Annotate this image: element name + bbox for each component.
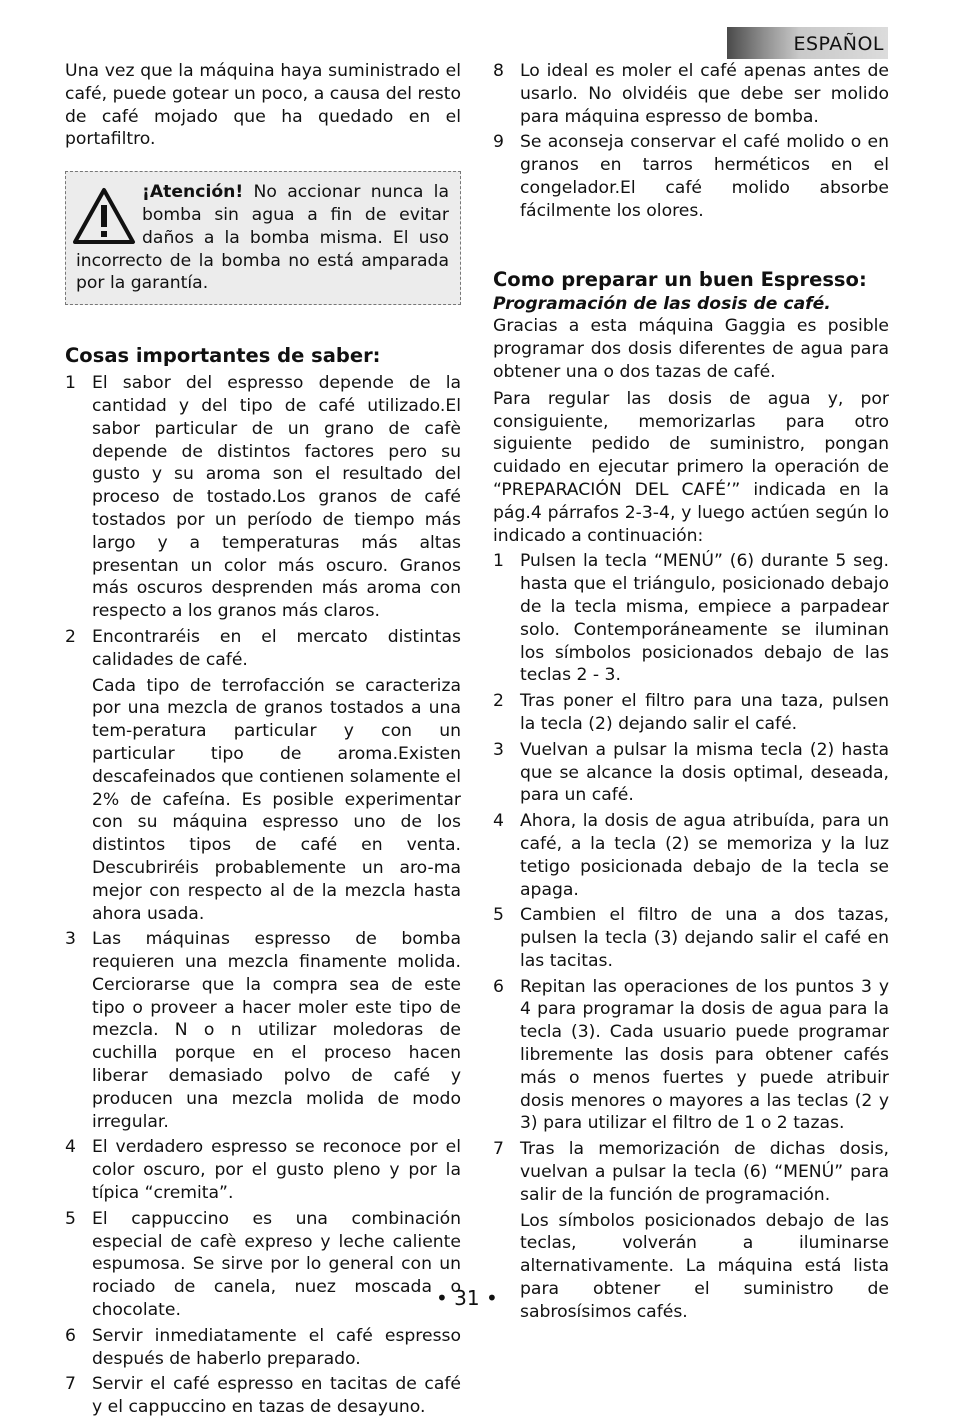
section-heading-espresso: Como preparar un buen Espresso:	[493, 267, 867, 291]
list-item: 1 El sabor del espresso depende de la cantidad y del tipo de café utilizado.El sabor particular de un grano de cafè depende de distintos factores pero su gusto y su aroma son el resultado del proceso de tostado.Los granos de café tostados por un período de tiempo más largo y a temperaturas más altas presentan un color más oscuro. Granos más oscuros desprenden más aroma con respecto a los granos más claros.	[65, 373, 461, 622]
section-heading-things-to-know: Cosas importantes de saber:	[65, 344, 381, 368]
list-item: 3 Vuelvan a pulsar la misma tecla (2) hasta que se alcance la dosis optimal, deseada, para un café.	[493, 739, 889, 806]
language-tab	[727, 27, 888, 59]
list-item: 2 Encontraréis en el mercato distintas calidades de café. Cada tipo de terrofacción se caracteriza por una mezcla de granos tostados a una tem-peratura particular y con un particular tipo de aroma.Existen descafeinados que contienen solamente el 2% de cafeína. Es posible experimentar con su máquina espresso uno de los distintos tipos de café en venta. Descubriréis probablemente un aro-ma mejor con respecto al de la mezcla hasta ahora usada.	[65, 626, 461, 924]
list-item: 9 Se aconseja conservar el café molido o en granos en tarros herméticos en el congelador.El café molido absorbe fácilmente los olores.	[493, 132, 889, 221]
list-item: 7 Servir el café espresso en tacitas de café y el cappuccino en tazas de desayuno.	[65, 1374, 461, 1418]
paragraph: Gracias a esta máquina Gaggia es posible programar dos dosis diferentes de agua para obtener una o dos tazas de café.	[493, 316, 889, 382]
list-item: 6 Repitan las operaciones de los puntos 3 y 4 para programar la dosis de agua para la tecla (3). Cada usuario puede programar libremente las dosis para obtener cafés más o menos fuertes y puede atribuir dosis menores o mayores a las teclas (2 y 3) para utilizar el filtro de 1 o 2 tazas.	[493, 976, 889, 1134]
language-label: ESPAÑOL	[793, 33, 884, 55]
page-number: • 31 •	[436, 1286, 498, 1310]
list-item: 1 Pulsen la tecla “MENÚ” (6) durante 5 seg. hasta que el triángulo, posicionado debajo de la tecla misma, empiece a parpadear solo. Contemporáneamente se iluminan los símbolos posicionados debajo de las teclas 2 - 3.	[493, 551, 889, 686]
tips-list	[65, 372, 461, 1419]
right-column	[493, 60, 889, 1324]
list-item: 2 Tras poner el filtro para una taza, pulsen la tecla (2) dejando salir el café.	[493, 691, 889, 734]
steps-list	[493, 550, 889, 1323]
warning-box	[65, 171, 461, 305]
section-subheading-dose-programming: Programación de las dosis de café.	[493, 293, 831, 314]
list-item: 7 Tras la memorización de dichas dosis, vuelvan a pulsar la tecla (6) “MENÚ” para salir de la función de programación. Los símbolos posicionados debajo de las teclas, volverán a iluminarse alternativamente. La máquina está lista para obtener el suministro de sabrosísimos cafés.	[493, 1139, 889, 1322]
intro-paragraph: Una vez que la máquina haya suministrado el café, puede gotear un poco, a causa del resto de café mojado que ha quedado en el portafiltro.	[65, 61, 461, 150]
paragraph: Para regular las dosis de agua y, por consiguiente, memorizarlas para otro siguiente pedido de suministro, pongan cuidado en ejecutar primero la operación de “PREPARACIÓN DEL CAFÉ’” indicada en la pág.4 párrafos 2-3-4, y luego actúen según lo indicado a continuación:	[493, 388, 889, 546]
list-item: 4 Ahora, la dosis de agua atribuída, para un café, a la tecla (2) se memoriza y la luz tetigo posicionada debajo de la tecla se apaga.	[493, 811, 889, 900]
list-item: 5 El cappuccino es una combinación especial de cafè expreso y leche caliente espumosa. Se sirve por lo general con un rociado de canela, nuez moscada o chocolate.	[65, 1208, 461, 1321]
warning-triangle-icon	[72, 187, 136, 245]
list-item: 8 Lo ideal es moler el café apenas antes de usarlo. No olvidéis que debe ser molido para máquina espresso de bomba.	[493, 61, 889, 127]
left-column	[65, 60, 461, 1419]
list-item: 6 Servir inmediatamente el café espresso después de haberlo preparado.	[65, 1325, 461, 1369]
list-item: 5 Cambien el filtro de una a dos tazas, pulsen la tecla (3) dejando salir el café en las tacitas.	[493, 905, 889, 971]
warning-text: No accionar nunca la bomba sin agua a fin de evitar daños a la bomba misma. El uso incorrecto de la bomba no está amparada por la garantía.	[76, 182, 449, 294]
warning-title: ¡Atención!	[142, 182, 244, 203]
list-item: 4 El verdadero espresso se reconoce por el color oscuro, por el gusto pleno y por la típica “cremita”.	[65, 1137, 461, 1204]
list-item-subparagraph: Los símbolos posicionados debajo de las teclas, volverán a iluminarse alternativamente. La máquina está lista para obtener el suministro de sabrosísimos cafés.	[520, 1210, 889, 1322]
list-item: 3 Las máquinas espresso de bomba requieren una mezcla finamente molida. Cerciorarse que la compra sea de este tipo o proveer a hacer moler este tipo de mezcla. N o n utilizar moledoras de cuchilla porque en el proceso hacen liberar demasiado polvo de café y producen una mezcla molida de modo irregular.	[65, 929, 461, 1132]
tips-list-continued	[493, 60, 889, 223]
list-item-subparagraph: Cada tipo de terrofacción se caracteriza por una mezcla de granos tostados a una tem-peratura particular y con un particular tipo de aroma.Existen descafeinados que contienen solamente el 2% de cafeína. Es posible experimentar con su máquina espresso uno de los distintos tipos de café en venta. Descubriréis probablemente un aro-ma mejor con respecto al de la mezcla hasta ahora usada.	[92, 675, 461, 924]
